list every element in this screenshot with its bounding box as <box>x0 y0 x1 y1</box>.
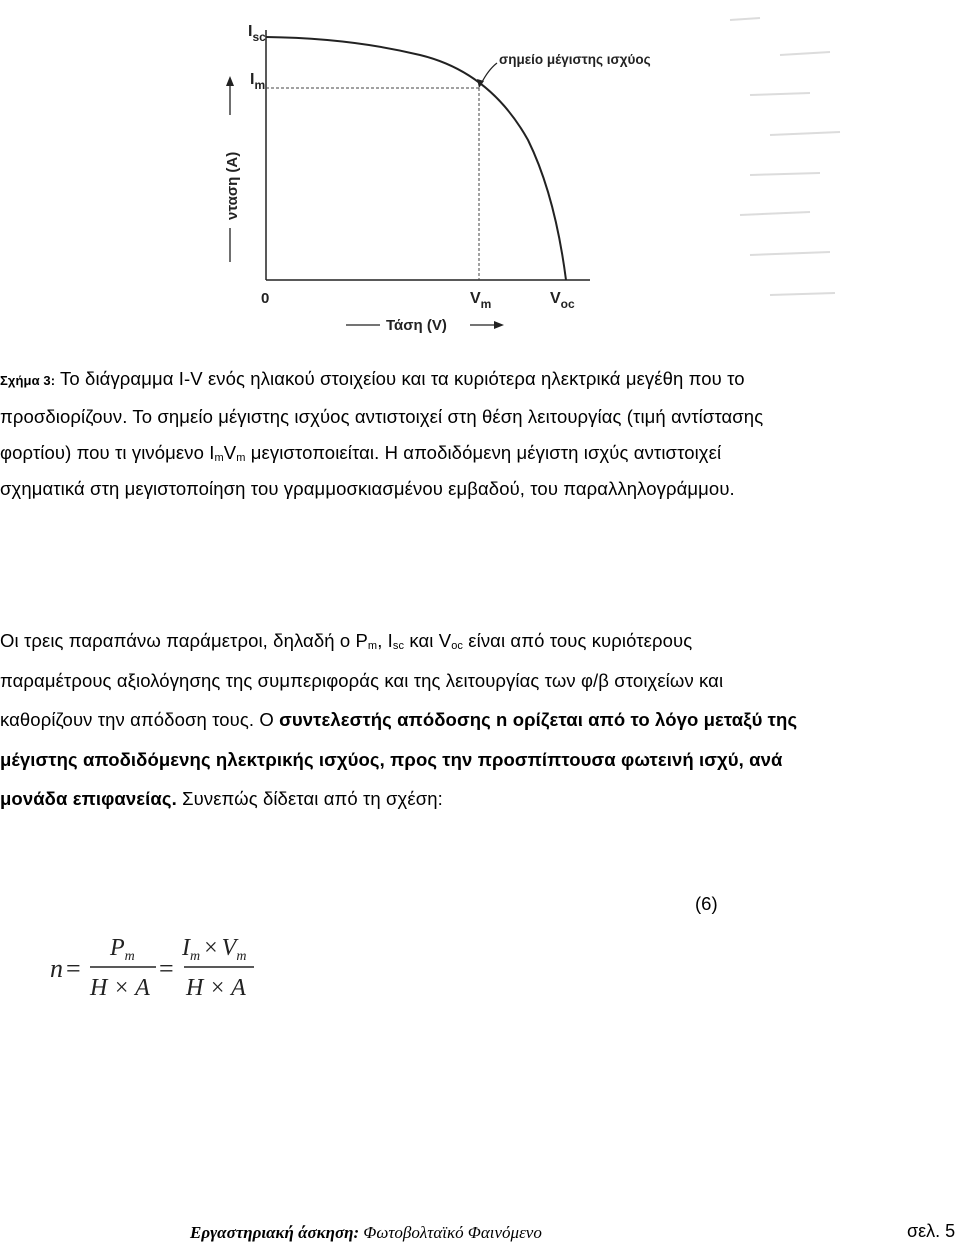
caption-text-3c: μεγιστοποιείται. Η αποδιδόμενη μέγιστη ισχύς αντιστοιχεί <box>245 442 722 463</box>
caption-line-2: προσδιορίζουν. Το σημείο μέγιστης ισχύος αντιστοιχεί στη θέση λειτουργίας (τιμή αντίστασης <box>0 406 764 427</box>
eq-equals-2: = <box>159 954 174 983</box>
body-text-5a: μονάδα επιφανείας. <box>0 788 177 809</box>
efficiency-equation <box>48 933 278 1010</box>
caption-sub-m2: m <box>236 452 246 464</box>
origin-label: 0 <box>261 290 270 307</box>
page-number: σελ. 5 <box>907 1221 956 1241</box>
vm-label: $V_m$ <box>470 290 492 311</box>
caption-line-1 <box>0 361 960 399</box>
caption-text-3a: φορτίου) που τι γινόμενο I <box>0 442 215 463</box>
caption-text-1: Το διάγραμμα I-V ενός ηλιακού στοιχείου και τα κυριότερα ηλεκτρικά μεγέθη που το <box>55 368 745 389</box>
y-axis-label: νταση (A) <box>224 151 241 220</box>
eq-equals-1: = <box>66 954 81 983</box>
x-axis-label: Τάση (V) <box>386 317 447 334</box>
voltage-arrow-head <box>494 321 504 329</box>
caption-sub-m1: m <box>214 452 224 464</box>
figure-caption <box>0 361 960 507</box>
isc-label: $I_{sc}$ <box>248 23 266 44</box>
body-text-5b: Συνεπώς δίδεται από τη σχέση: <box>176 788 443 809</box>
eq-frac1-numerator: $P_m$ <box>110 935 135 964</box>
body-paragraph <box>0 621 960 819</box>
iv-curve <box>266 37 566 280</box>
body-line-4: μέγιστης αποδιδόμενης ηλεκτρικής ισχύος, προς την προσπίπτουσα φωτεινή ισχύ, ανά <box>0 748 783 770</box>
eq-lhs: n <box>50 954 63 983</box>
caption-line-3 <box>0 435 960 471</box>
body-line-5 <box>0 779 960 819</box>
caption-line-4: σχηματικά στη μεγιστοποίηση του γραμμοσκιασμένου εμβαδού, του παραλληλογράμμου. <box>0 478 735 499</box>
body-line-1 <box>0 621 960 661</box>
body-text-1c: και V <box>404 630 452 651</box>
eq-frac2-numerator: $I_m \times V_m$ <box>182 935 247 964</box>
current-arrow-head <box>226 76 234 86</box>
eq-frac1-denominator: H × A <box>90 975 150 1001</box>
footer-experiment-title: Φωτοβολταϊκό Φαινόμενο <box>359 1223 542 1242</box>
body-text-1d: είναι από τους κυριότερους <box>463 630 693 651</box>
mpp-label: σημείο μέγιστης ισχύος <box>499 52 651 67</box>
body-text-3a: καθορίζουν την απόδοση τους. Ο <box>0 709 280 730</box>
iv-curve-svg <box>170 0 790 352</box>
im-label: $I_m$ <box>250 71 266 92</box>
body-sub-sc: sc <box>392 640 405 652</box>
voc-label: $V_{oc}$ <box>550 290 575 311</box>
equation-svg <box>48 933 278 1005</box>
body-line-2: παραμέτρους αξιολόγησης της συμπεριφοράς και της λειτουργίας των φ/β στοιχείων και <box>0 669 724 691</box>
caption-label: Σχήμα 3: <box>0 373 56 388</box>
equation-number: (6) <box>695 893 718 914</box>
body-text-3b: συντελεστής απόδοσης n ορίζεται από το λόγο μεταξύ της <box>279 709 798 730</box>
footer-title <box>190 1223 542 1243</box>
footer-label: Εργαστηριακή άσκηση: <box>190 1223 360 1242</box>
body-sub-oc: oc <box>451 640 464 652</box>
caption-text-3b: V <box>223 442 237 463</box>
iv-curve-figure <box>170 0 790 352</box>
body-text-1a: Οι τρεις παραπάνω παράμετροι, δηλαδή ο P <box>0 630 368 651</box>
body-text-1b: , I <box>377 630 393 651</box>
eq-frac2-denominator: H × A <box>186 975 246 1001</box>
body-sub-m: m <box>367 640 378 652</box>
body-line-3 <box>0 700 960 740</box>
